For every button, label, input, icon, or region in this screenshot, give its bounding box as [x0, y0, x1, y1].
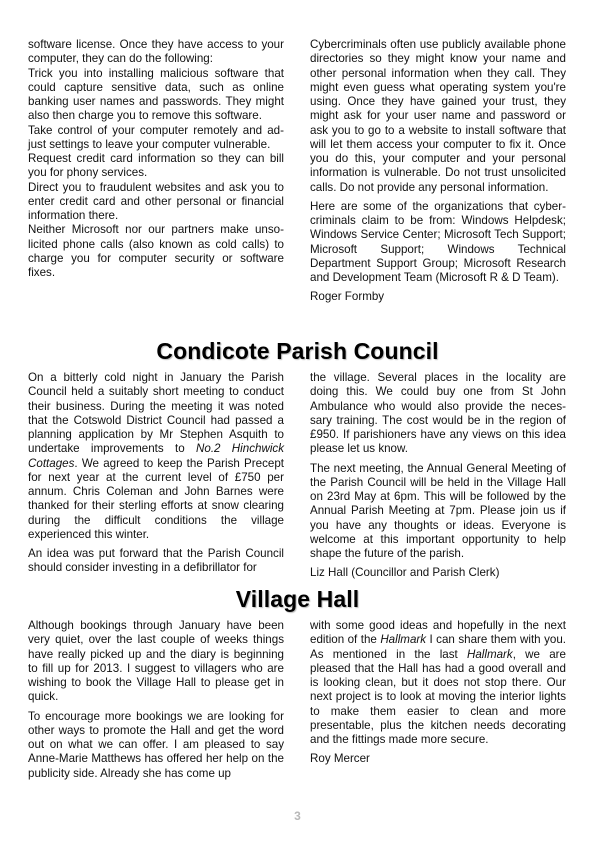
article-column-left — [28, 619, 284, 786]
paragraph: the village. Several places in the locality are doing this. We could buy one from St John Ambulance who would also provide the necessary training. The cost would be in the region of £950. If parishioners have any views on this idea please let us know. — [310, 371, 566, 456]
paragraph: Request credit card information so they can bill you for phony services. — [28, 152, 284, 180]
paragraph: Here are some of the organizations that cybercriminals claim to be from: Windows Helpdesk; Windows Service Center; Microsoft Tech Support; Microsoft Support; Windows Technical Department Support Group; Microsoft Research and Development Team (Microsoft R & D Team). — [310, 199, 566, 284]
author-signature: Roger Formby — [310, 290, 385, 304]
paragraph: Direct you to fraudulent websites and ask you to enter credit card and other personal or financial information there. — [28, 180, 284, 222]
paragraph: Neither Microsoft nor our partners make unsolicited phone calls (also known as cold calls) to charge you for computer security or software fixes. — [28, 223, 284, 279]
paragraph: An idea was put forward that the Parish Council should consider investing in a defibrillator for — [28, 547, 284, 575]
paragraph: Although bookings through January have been very quiet, over the last couple of weeks things have really picked up and the diary is beginning to fill up for 2013. I suggest to villagers who are wishing to book the Village Hall to please get in quick. — [28, 619, 284, 704]
author-signature: Liz Hall (Councillor and Parish Clerk) — [310, 566, 500, 580]
article-column-right — [310, 371, 566, 586]
section-title: Village Hall — [235, 586, 360, 612]
paragraph: with some good ideas and hopefully in the next edition of the Hallmark I can share them with you. As mentioned in the last Hallmark, we are pleased that the Hall has had a good overall and is looking clean, but it does not stop there. Our next project is to look at moving the interior lights to make them easier to clean and more presentable, plus the kitchen needs decorating and the fittings made more secure. — [310, 619, 566, 746]
article-column-left — [28, 38, 284, 310]
paragraph: software license. Once they have access to your computer, they can do the following: — [28, 38, 284, 66]
article-column-left — [28, 371, 284, 586]
article-column-right — [310, 619, 566, 786]
section-title: Condicote Parish Council — [156, 338, 439, 364]
article-security-scam — [28, 38, 566, 310]
article-village-hall — [28, 619, 566, 786]
article-column-right — [310, 38, 566, 310]
paragraph: Cybercriminals often use publicly available phone directories so they might know your name and other personal information when they call. They might even guess what operating system you're using. Once they have gained your trust, they might ask for your user name and password or ask you to go to a website to install software that will let them access your computer to fix it. Once you do this, your computer and your personal information is vulnerable. Do not trust unsolicited calls. Do not provide any personal information. — [310, 38, 566, 194]
paragraph: Trick you into installing malicious software that could capture sensitive data, such as online banking user names and passwords. They might also then charge you to remove this software. — [28, 66, 284, 123]
page-number: 3 — [294, 809, 301, 823]
author-signature: Roy Mercer — [310, 752, 370, 766]
paragraph: The next meeting, the Annual General Meeting of the Parish Council will be held in the Village Hall on 23rd May at 6pm. This will be followed by the Annual Parish Meeting at 7pm. Please join us if you have any thoughts or ideas. Everyone is welcome at this important opportunity to help shape the future of the parish. — [310, 461, 566, 560]
article-parish-council — [28, 371, 566, 586]
paragraph: Take control of your computer remotely and adjust settings to leave your computer vulnerable. — [28, 123, 284, 151]
paragraph: To encourage more bookings we are looking for other ways to promote the Hall and get the word out on what we can offer. I am pleased to say Anne-Marie Matthews has offered her help on the publicity side. Already she has come up — [28, 709, 284, 780]
paragraph: On a bitterly cold night in January the Parish Council held a suitably short meeting to conduct their business. During the meeting it was noted that the Cotswold District Council had passed a planning application by Mr Stephen Asquith to undertake improvements to No.2 Hinchwick Cottages. We agreed to keep the Parish Precept for next year at the current level of £750 per annum. Chris Coleman and John Barnes were thanked for their sterling efforts at snow clearing during the difficult conditions the village experienced this winter. — [28, 371, 284, 541]
